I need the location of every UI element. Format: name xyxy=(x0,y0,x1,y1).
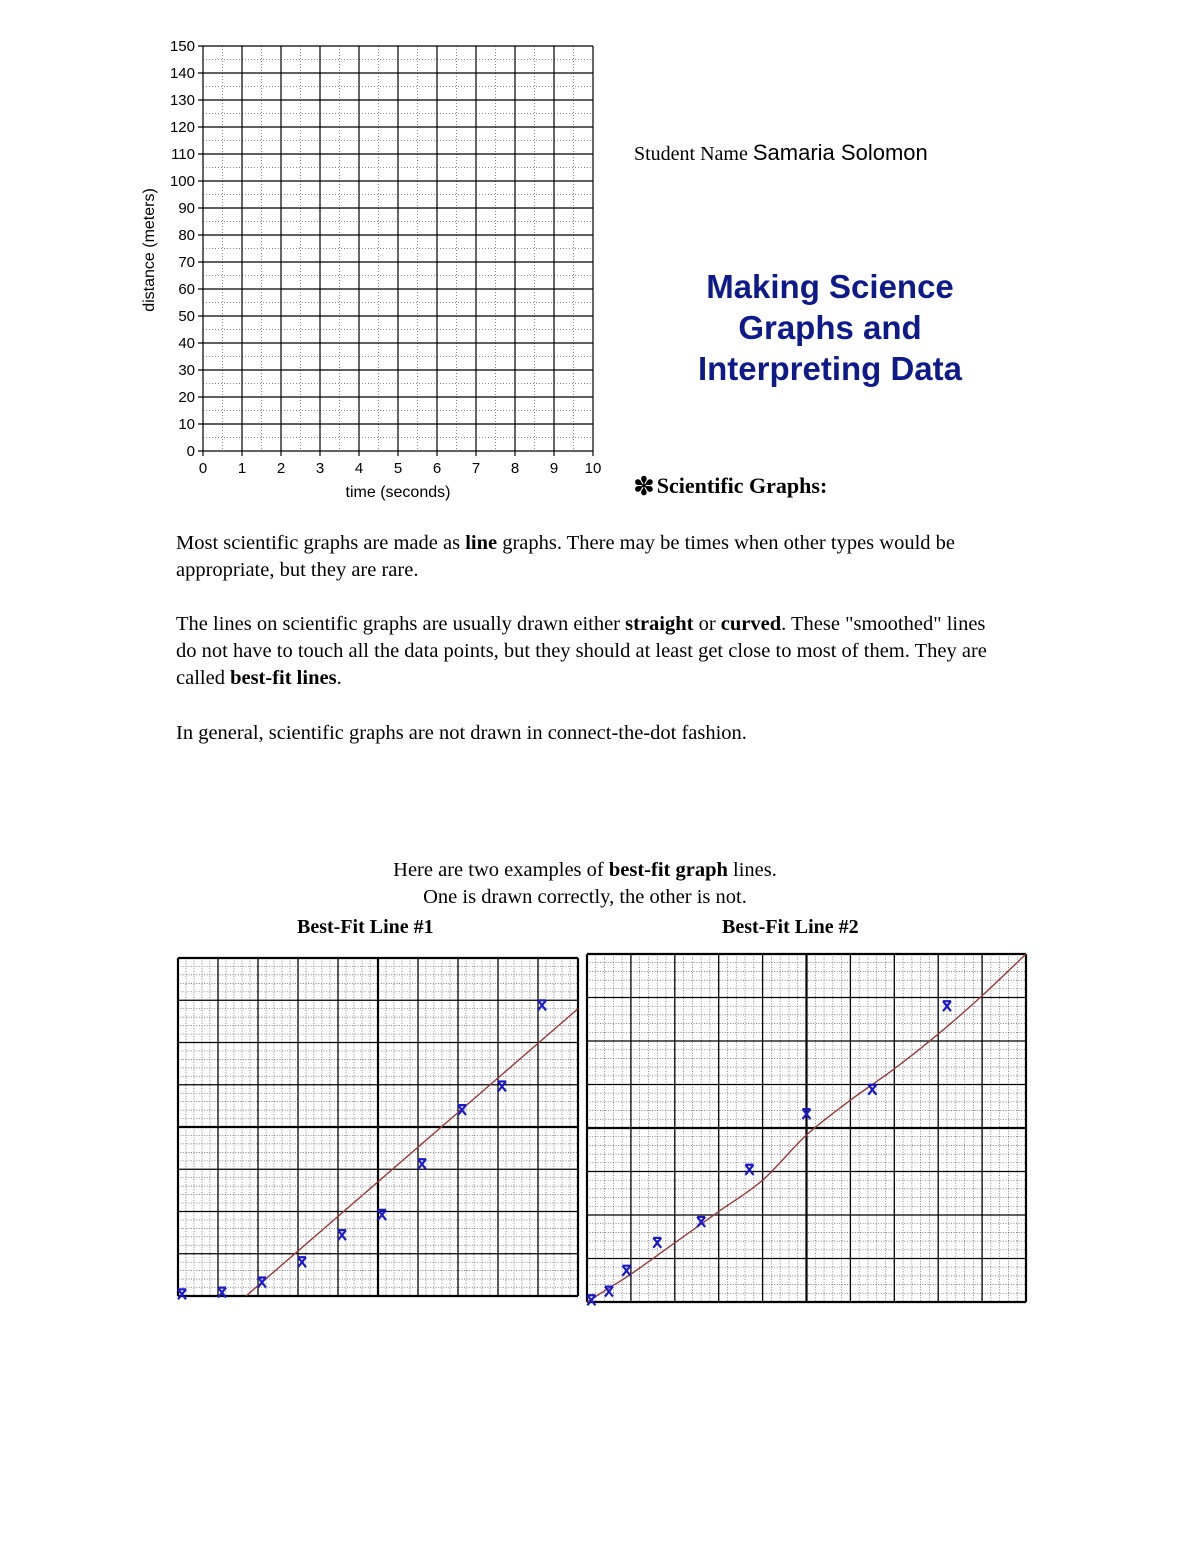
data-point-marker xyxy=(418,1159,426,1169)
data-point-marker xyxy=(178,1289,186,1299)
title-line-2: Graphs and xyxy=(738,309,922,346)
blank-graph-y-tick-label: 150 xyxy=(169,38,195,55)
blank-graph-y-tick-label: 110 xyxy=(171,146,195,163)
blank-graph-y-tick-label: 80 xyxy=(178,227,195,244)
data-point-cross xyxy=(868,1085,876,1095)
blank-graph-x-tick-label: 1 xyxy=(237,460,247,477)
p1-text-c: graphs. There may be times when other types would be appropriate, but they are rare. xyxy=(176,532,956,581)
blank-graph-grid xyxy=(198,46,593,456)
blank-graph-x-tick-label: 0 xyxy=(198,460,208,477)
student-name-label: Student Name xyxy=(634,143,748,165)
examples-intro-line-1 xyxy=(300,857,870,884)
data-point-cross xyxy=(745,1165,753,1175)
blank-graph-y-tick-label: 70 xyxy=(178,254,195,271)
best-fit-1-caption: Best-Fit Line #1 xyxy=(297,916,434,938)
blank-graph-y-tick-label: 0 xyxy=(186,443,195,460)
p2-bold-curved: curved xyxy=(720,613,782,635)
p2-bold-straight: straight xyxy=(625,613,694,635)
blank-graph-x-tick-label: 3 xyxy=(315,460,325,477)
data-point-marker xyxy=(298,1257,306,1267)
data-point-cross xyxy=(298,1257,306,1267)
data-point-cross xyxy=(653,1238,661,1248)
blank-graph-x-tick-label: 6 xyxy=(432,460,442,477)
blank-graph-x-tick-label: 7 xyxy=(471,460,481,477)
p2-text-e: . These "smoothed" lines do not have to touch all the data points, but they should at least get close to most of them. They are called xyxy=(176,613,987,689)
data-point-marker xyxy=(868,1085,876,1095)
blank-graph-x-tick-label: 5 xyxy=(393,460,403,477)
examples-intro-line-2: One is drawn correctly, the other is not. xyxy=(423,886,747,908)
title-line-1: Making Science xyxy=(706,268,954,305)
best-fit-line-1-graph xyxy=(172,952,584,1302)
best-fit-2-points xyxy=(587,1001,951,1305)
student-name-field xyxy=(634,140,928,166)
blank-graph-ylabel: distance (meters) xyxy=(141,188,158,312)
best-fit-2-grid xyxy=(587,954,1026,1302)
paragraph-smoothed-lines xyxy=(176,611,1006,692)
intro-bold-best-fit-graph: best-fit graph xyxy=(608,859,728,881)
blank-graph-x-tick-label: 9 xyxy=(549,460,559,477)
blank-graph-y-tick-label: 10 xyxy=(178,416,195,433)
p2-text-g: . xyxy=(336,667,342,689)
p1-text-a: Most scientific graphs are made as xyxy=(176,532,466,554)
blank-graph-y-tick-label: 130 xyxy=(169,92,195,109)
intro-text-c: lines. xyxy=(727,859,777,881)
blank-graph-y-tick-label: 140 xyxy=(169,65,195,82)
p2-bold-best-fit-lines: best-fit lines xyxy=(230,667,337,689)
blank-distance-time-graph xyxy=(130,30,610,505)
examples-intro xyxy=(300,857,870,911)
best-fit-line-2-graph xyxy=(582,946,1030,1308)
best-fit-2-caption: Best-Fit Line #2 xyxy=(722,916,859,938)
section-heading xyxy=(633,472,827,502)
blank-graph-x-tick-label: 8 xyxy=(510,460,520,477)
data-point-marker xyxy=(745,1165,753,1175)
blank-graph-y-tick-label: 90 xyxy=(178,200,195,217)
blank-graph-y-tick-label: 40 xyxy=(178,335,195,352)
title-line-3: Interpreting Data xyxy=(697,350,963,387)
blank-graph-x-tick-label: 2 xyxy=(276,460,286,477)
data-point-cross xyxy=(418,1159,426,1169)
best-fit-1-grid xyxy=(178,958,578,1296)
blank-graph-y-tick-label: 30 xyxy=(178,362,195,379)
data-point-cross xyxy=(498,1081,506,1091)
data-point-cross xyxy=(338,1230,346,1240)
paragraph-connect-the-dot: In general, scientific graphs are not drawn in connect-the-dot fashion. xyxy=(176,722,747,744)
blank-graph-y-tick-label: 60 xyxy=(178,281,195,298)
data-point-marker xyxy=(338,1230,346,1240)
blank-graph-ticks xyxy=(170,38,601,477)
paragraph-line-graphs xyxy=(176,530,1006,584)
data-point-marker xyxy=(498,1081,506,1091)
intro-text-a: Here are two examples of xyxy=(393,859,609,881)
blank-graph-xlabel: time (seconds) xyxy=(345,484,451,501)
student-name-value: Samaria Solomon xyxy=(752,140,928,165)
p2-text-c: or xyxy=(693,613,721,635)
snowflake-icon: ✽ xyxy=(633,472,655,501)
blank-graph-y-tick-label: 120 xyxy=(169,119,195,136)
data-point-marker xyxy=(653,1238,661,1248)
data-point-cross xyxy=(178,1289,186,1299)
p1-bold-line: line xyxy=(465,532,498,554)
blank-graph-y-tick-label: 20 xyxy=(178,389,195,406)
blank-graph-y-tick-label: 100 xyxy=(169,173,195,190)
p2-text-a: The lines on scientific graphs are usually drawn either xyxy=(176,613,626,635)
page-title xyxy=(640,266,1020,389)
blank-graph-x-tick-label: 4 xyxy=(354,460,364,477)
blank-graph-x-tick-label: 10 xyxy=(584,460,602,477)
blank-graph-y-tick-label: 50 xyxy=(178,308,195,325)
section-heading-text: Scientific Graphs: xyxy=(656,473,828,498)
